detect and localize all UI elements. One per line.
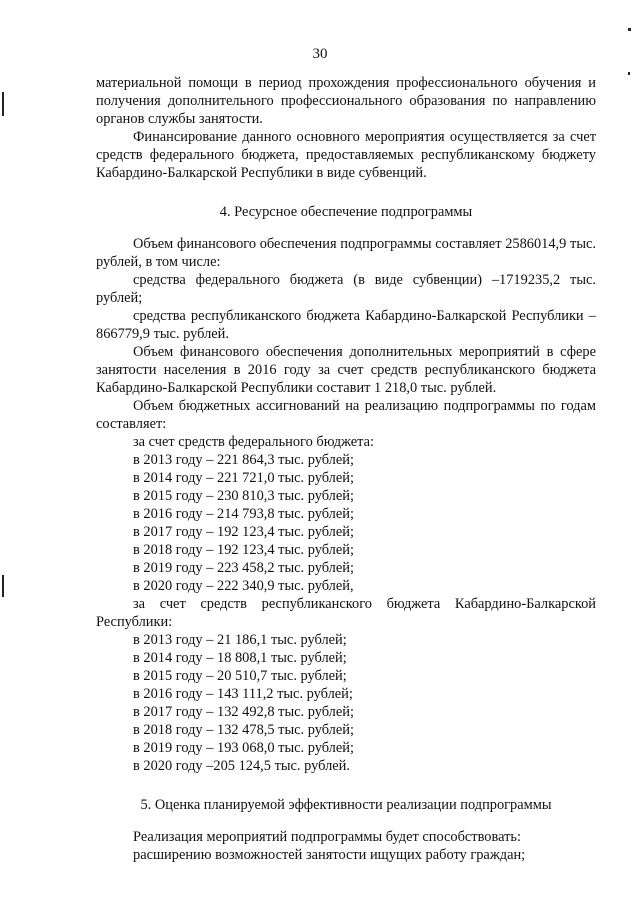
list-item: в 2016 году – 214 793,8 тыс. рублей; bbox=[133, 506, 354, 522]
list-item: в 2017 году – 192 123,4 тыс. рублей; bbox=[133, 524, 354, 540]
paragraph-federal-funds: средства федерального бюджета (в виде субвенции) –1719235,2 тыс. рублей; bbox=[96, 272, 596, 306]
list-item: в 2020 году –205 124,5 тыс. рублей. bbox=[133, 758, 350, 774]
list-item: в 2016 году – 143 111,2 тыс. рублей; bbox=[133, 686, 353, 702]
republic-years-list bbox=[96, 631, 596, 775]
list-item: в 2014 году – 221 721,0 тыс. рублей; bbox=[133, 470, 354, 486]
list-item: в 2020 году – 222 340,9 тыс. рублей, bbox=[133, 578, 354, 594]
list-item: в 2017 году – 132 492,8 тыс. рублей; bbox=[133, 704, 354, 720]
list-item: в 2018 году – 132 478,5 тыс. рублей; bbox=[133, 722, 354, 738]
federal-years-list bbox=[96, 451, 596, 595]
republic-budget-label: за счет средств республиканского бюджета Кабардино-Балкарской Республики: bbox=[96, 596, 596, 630]
paragraph-additional-measures: Объем финансового обеспечения дополнительных мероприятий в сфере занятости населения в 2016 году за счет средств республиканского бюджета Кабардино-Балкарской Республики составит 1 218,0 тыс. рублей. bbox=[96, 344, 596, 396]
paragraph-total-volume: Объем финансового обеспечения подпрограммы составляет 2586014,9 тыс. рублей, в том числе: bbox=[96, 236, 596, 270]
list-item: в 2013 году – 221 864,3 тыс. рублей; bbox=[133, 452, 354, 468]
section-5-heading: 5. Оценка планируемой эффективности реализации подпрограммы bbox=[140, 797, 552, 813]
list-item: в 2013 году – 21 186,1 тыс. рублей; bbox=[133, 632, 347, 648]
scan-mark-right-mid bbox=[628, 72, 630, 75]
scan-mark-right-top bbox=[628, 28, 631, 31]
federal-budget-label: за счет средств федерального бюджета: bbox=[133, 434, 375, 450]
paragraph-budget-by-years: Объем бюджетных ассигнований на реализацию подпрограммы по годам составляет: bbox=[96, 398, 596, 432]
scan-mark-left-top bbox=[2, 92, 4, 116]
paragraph-expansion: расширению возможностей занятости ищущих работу граждан; bbox=[133, 847, 526, 863]
document-body bbox=[96, 74, 596, 864]
paragraph-implementation: Реализация мероприятий подпрограммы будет способствовать: bbox=[133, 829, 521, 845]
paragraph-continuation: материальной помощи в период прохождения профессионального обучения и получения дополнительного профессионального образования по направлению органов службы занятости. bbox=[96, 75, 596, 127]
page-number: 30 bbox=[312, 46, 328, 62]
scan-mark-left-bottom bbox=[2, 575, 4, 597]
list-item: в 2015 году – 230 810,3 тыс. рублей; bbox=[133, 488, 354, 504]
list-item: в 2014 году – 18 808,1 тыс. рублей; bbox=[133, 650, 347, 666]
list-item: в 2018 году – 192 123,4 тыс. рублей; bbox=[133, 542, 354, 558]
paragraph-financing: Финансирование данного основного мероприятия осуществляется за счет средств федерального бюджета, предоставляемых республиканскому бюджету Кабардино-Балкарской Республики в виде субвенций. bbox=[96, 129, 596, 181]
paragraph-republic-funds: средства республиканского бюджета Кабардино-Балкарской Республики –866779,9 тыс. рублей. bbox=[96, 308, 596, 342]
list-item: в 2019 году – 223 458,2 тыс. рублей; bbox=[133, 560, 354, 576]
section-4-heading: 4. Ресурсное обеспечение подпрограммы bbox=[219, 204, 473, 220]
list-item: в 2019 году – 193 068,0 тыс. рублей; bbox=[133, 740, 354, 756]
list-item: в 2015 году – 20 510,7 тыс. рублей; bbox=[133, 668, 347, 684]
